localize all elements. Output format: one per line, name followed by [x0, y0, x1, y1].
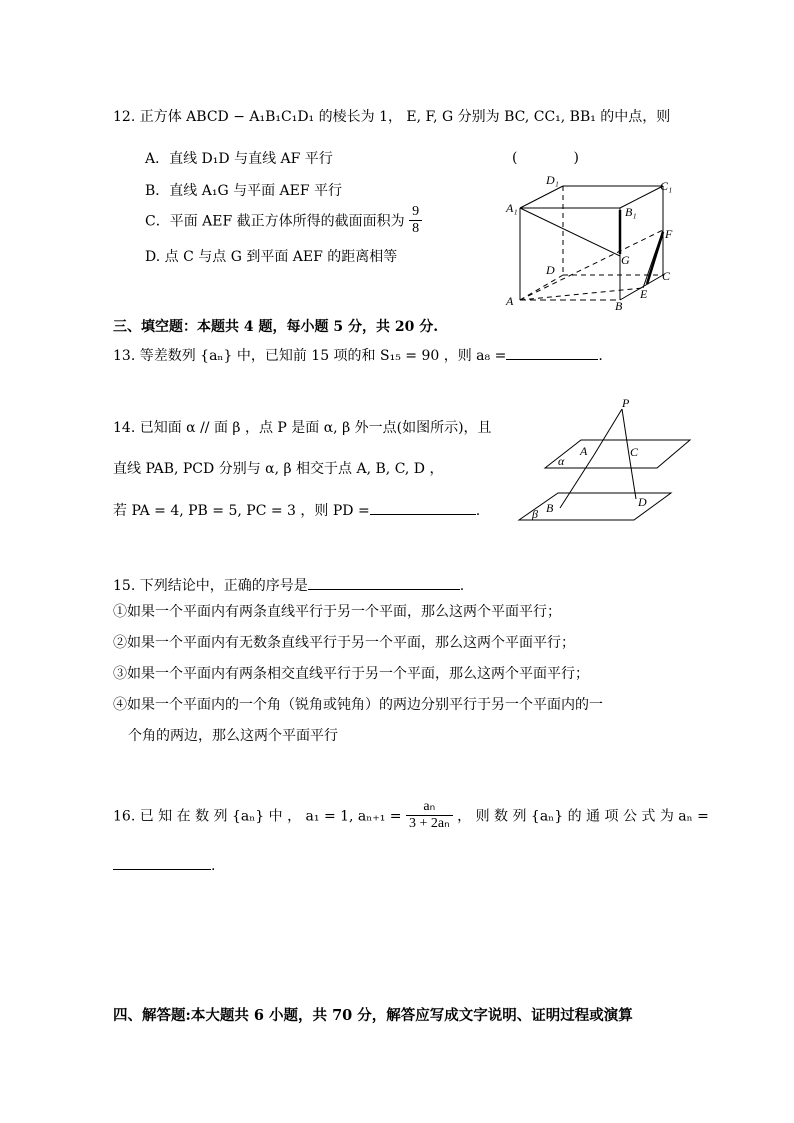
- cube-label-g: G: [621, 253, 630, 267]
- cube-label-e: E: [640, 287, 648, 301]
- q12-option-c: [145, 204, 422, 237]
- q13-text: 13. 等差数列 {aₙ} 中，已知前 15 项的和 S₁₅ = 90 ，则 a₈ =: [113, 348, 507, 364]
- cube-label-f: F: [665, 227, 673, 241]
- cube-label-d1: D₁: [546, 173, 559, 187]
- q14-line3-text: 若 PA = 4, PB = 5, PC = 3 ，则 PD =: [113, 503, 370, 519]
- cube-label-b1: B₁: [625, 205, 637, 219]
- fraction-numerator: aₙ: [406, 799, 453, 816]
- q15-item-3: ③如果一个平面内有两条相交直线平行于另一个平面，那么这两个平面平行；: [113, 666, 589, 682]
- q12-option-c-fraction: [409, 204, 422, 237]
- planes-label-p: P: [622, 396, 630, 410]
- q14-answer-blank[interactable]: [370, 499, 476, 515]
- q15-stem: [113, 574, 464, 595]
- q15-item-2: ②如果一个平面内有无数条直线平行于另一个平面，那么这两个平面平行；: [113, 635, 575, 651]
- q13: [113, 344, 603, 365]
- fraction-denominator: 8: [412, 221, 420, 236]
- q16-fraction: [406, 799, 453, 832]
- cube-label-a1: A₁: [506, 201, 518, 215]
- q15-item-1: ①如果一个平面内有两条直线平行于另一个平面，那么这两个平面平行；: [113, 604, 561, 620]
- q14-line2: 直线 PAB, PCD 分别与 α, β 相交于点 A, B, C, D ，: [113, 461, 444, 477]
- cube-label-d: D: [546, 263, 555, 277]
- cube-label-c: C: [662, 269, 671, 283]
- q13-answer-blank[interactable]: [506, 344, 598, 360]
- planes-label-c: C: [630, 445, 639, 459]
- q13-end: .: [598, 348, 603, 364]
- planes-label-d: D: [638, 495, 647, 509]
- cube-label-c1: C₁: [660, 179, 673, 193]
- planes-label-a: A: [580, 444, 588, 458]
- planes-label-alpha: α: [558, 454, 565, 468]
- q16-end: .: [211, 858, 216, 874]
- fraction-numerator: 9: [409, 204, 422, 221]
- q12-stem: [113, 106, 670, 126]
- q12-text: 12. 正方体 ABCD − A₁B₁C₁D₁ 的棱长为 1， E, F, G 分别为 BC, CC₁, BB₁ 的中点，则: [113, 109, 671, 125]
- planes-label-beta: β: [532, 507, 538, 521]
- q16-part2: ， 则 数 列 {aₙ} 的 通 项 公 式 为 aₙ =: [457, 808, 709, 825]
- section4-title: 四、解答题:本大题共 6 小题，共 70 分，解答应写成文字说明、证明过程或演算: [113, 1007, 633, 1024]
- q16-answer-line: [113, 854, 215, 874]
- q16-part1: 16. 已 知 在 数 列 {aₙ} 中 ， a₁ = 1, aₙ₊₁ =: [113, 808, 402, 825]
- q14-line1: 14. 已知面 α // 面 β ，点 P 是面 α, β 外一点(如图所示)，且: [113, 420, 492, 436]
- q12-option-c-text: C．平面 AEF 截正方体所得的截面面积为: [145, 213, 405, 230]
- q16: [113, 799, 709, 832]
- planes-figure: [518, 395, 698, 525]
- q14-line3: [113, 499, 480, 520]
- q15-answer-blank[interactable]: [308, 574, 460, 590]
- fraction-denominator: 3 + 2aₙ: [408, 816, 450, 831]
- cube-label-a: A: [506, 294, 514, 308]
- q12-option-d: D. 点 C 与点 G 到平面 AEF 的距离相等: [145, 249, 398, 265]
- q12-option-a: A．直线 D₁D 与直线 AF 平行: [145, 151, 333, 167]
- q16-answer-blank[interactable]: [113, 854, 211, 870]
- cube-figure: [500, 170, 690, 315]
- q12-option-b: B．直线 A₁G 与平面 AEF 平行: [145, 183, 343, 199]
- planes-label-b: B: [546, 501, 554, 515]
- q15-item-4: ④如果一个平面内的一个角（锐角或钝角）的两边分别平行于另一个平面内的一: [113, 697, 603, 713]
- cube-label-b: B: [615, 299, 623, 313]
- q14-end: .: [475, 503, 481, 519]
- q15-end: .: [459, 578, 465, 594]
- q15-text: 15. 下列结论中，正确的序号是: [113, 578, 308, 594]
- q12-answer-paren: ( ): [512, 150, 579, 166]
- q15-item-4-cont: 个角的两边，那么这两个平面平行: [128, 728, 338, 744]
- section3-title: 三、填空题：本题共 4 题，每小题 5 分，共 20 分.: [113, 319, 439, 335]
